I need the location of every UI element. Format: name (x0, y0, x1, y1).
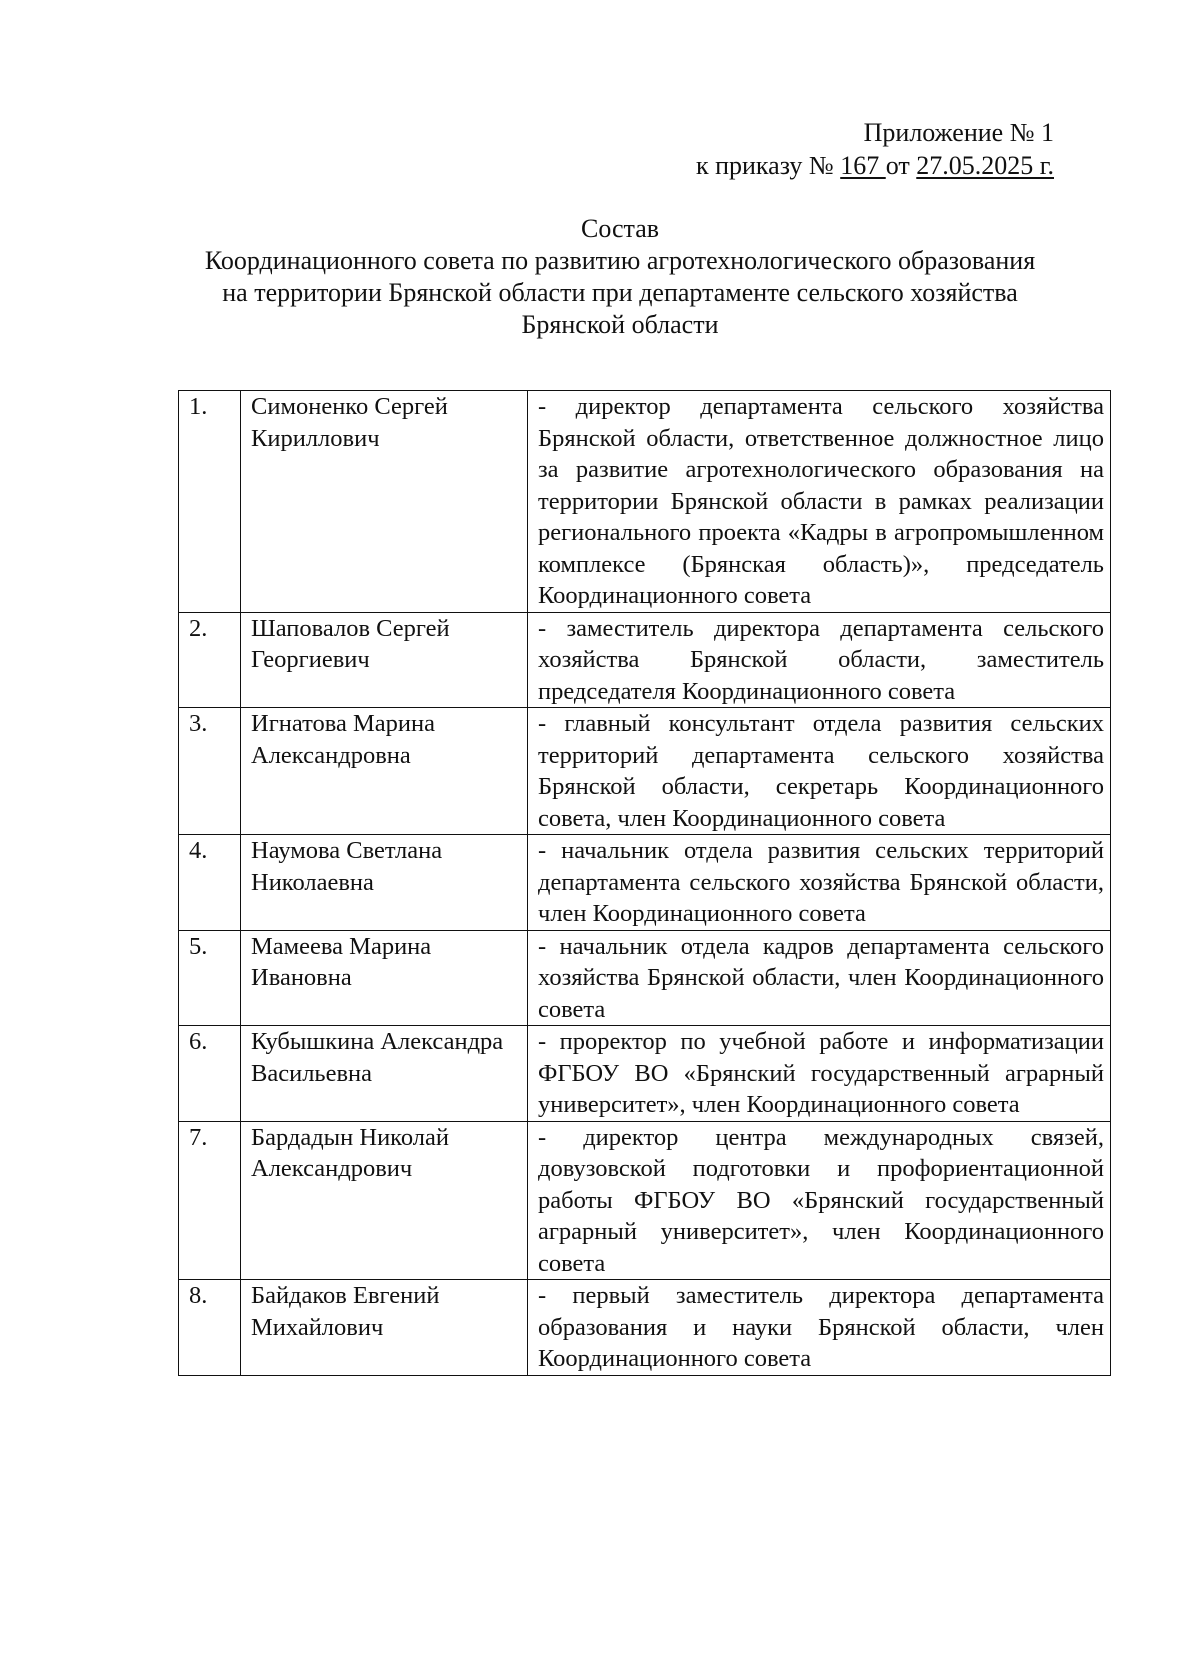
member-name: Игнатова Марина Александровна (241, 708, 528, 835)
member-name: Шаповалов Сергей Георгиевич (241, 612, 528, 708)
member-name: Мамеева Марина Ивановна (241, 930, 528, 1026)
table-row (179, 835, 1111, 931)
member-name: Бардадын Николай Александрович (241, 1121, 528, 1280)
document-title (120, 213, 1120, 341)
member-role: - проректор по учебной работе и информатизации ФГБОУ ВО «Брянский государственный аграрный университет», член Координационного совета (528, 1026, 1111, 1122)
member-role: - заместитель директора департамента сельского хозяйства Брянской области, заместитель председателя Координационного совета (528, 612, 1111, 708)
row-number: 3. (179, 708, 241, 835)
table-row (179, 1121, 1111, 1280)
title-line-3: на территории Брянской области при департаменте сельского хозяйства (222, 278, 1018, 307)
title-line-2: Координационного совета по развитию агротехнологического образования (204, 246, 1036, 275)
row-number: 6. (179, 1026, 241, 1122)
members-table (178, 390, 1111, 1376)
row-number: 5. (179, 930, 241, 1026)
member-name: Наумова Светлана Николаевна (241, 835, 528, 931)
member-role: - директор центра международных связей, довузовской подготовки и профориентационной работы ФГБОУ ВО «Брянский государственный аграрный университет», член Координационного совета (528, 1121, 1111, 1280)
row-number: 4. (179, 835, 241, 931)
table-row (179, 612, 1111, 708)
order-reference (696, 149, 1054, 182)
member-role: - начальник отдела развития сельских территорий департамента сельского хозяйства Брянской области, член Координационного совета (528, 835, 1111, 931)
member-role: - начальник отдела кадров департамента сельского хозяйства Брянской области, член Координационного совета (528, 930, 1111, 1026)
member-name: Симоненко Сергей Кириллович (241, 391, 528, 613)
row-number: 7. (179, 1121, 241, 1280)
order-middle: от (885, 151, 917, 180)
member-role: - директор департамента сельского хозяйства Брянской области, ответственное должностное лицо за развитие агротехнологического образования на территории Брянской области в рамках реализации регионального проекта «Кадры в агропромышленном комплексе (Брянская область)», председатель Координационного совета (528, 391, 1111, 613)
title-line-1: Состав (580, 214, 660, 243)
member-role: - главный консультант отдела развития сельских территорий департамента сельского хозяйства Брянской области, секретарь Координационного совета, член Координационного совета (528, 708, 1111, 835)
row-number: 8. (179, 1280, 241, 1376)
table-row (179, 1026, 1111, 1122)
title-line-4: Брянской области (521, 310, 719, 339)
table-row (179, 1280, 1111, 1376)
member-role: - первый заместитель директора департамента образования и науки Брянской области, член Координационного совета (528, 1280, 1111, 1376)
row-number: 1. (179, 391, 241, 613)
order-prefix: к приказу № (695, 151, 841, 180)
table-row (179, 708, 1111, 835)
order-number: 167 (840, 151, 886, 180)
row-number: 2. (179, 612, 241, 708)
table-row (179, 391, 1111, 613)
table-row (179, 930, 1111, 1026)
member-name: Байдаков Евгений Михайлович (241, 1280, 528, 1376)
order-date: 27.05.2025 г. (916, 151, 1054, 180)
appendix-header (696, 116, 1054, 182)
appendix-label: Приложение № 1 (863, 118, 1054, 147)
member-name: Кубышкина Александра Васильевна (241, 1026, 528, 1122)
